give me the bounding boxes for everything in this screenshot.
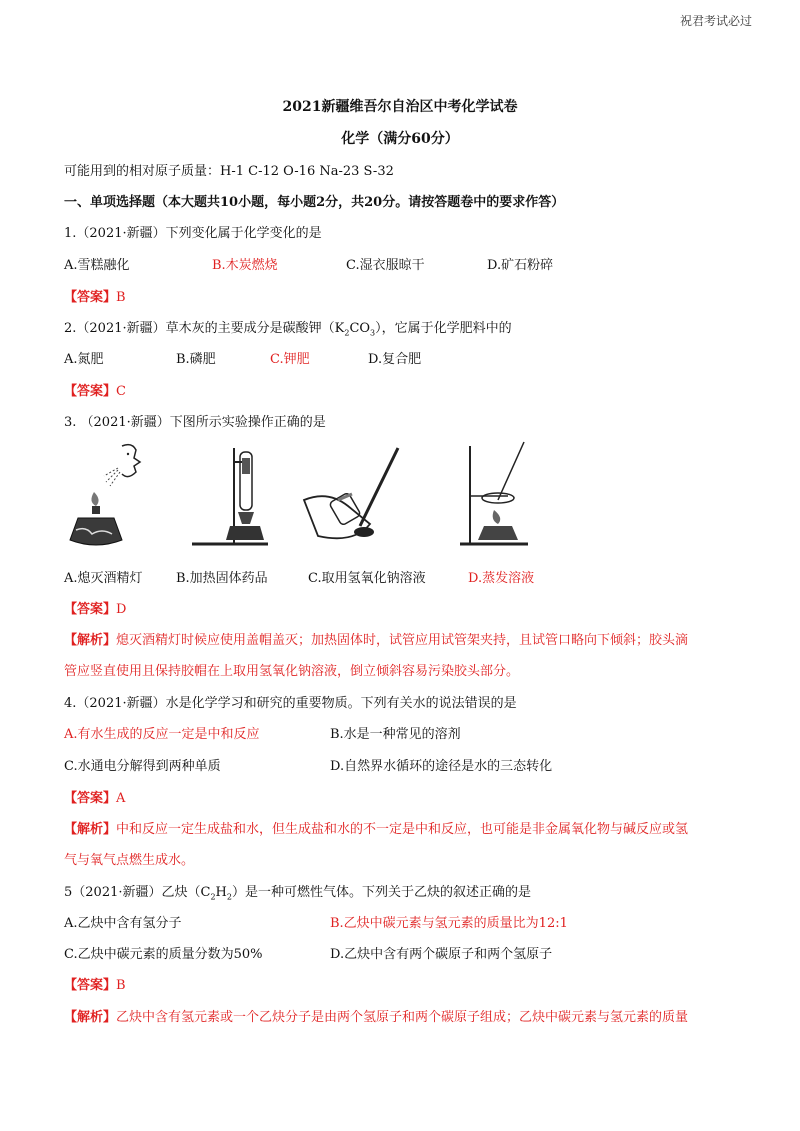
atomic-masses: 可能用到的相对原子质量：H-1 C-12 O-16 Na-23 S-32 <box>64 164 394 179</box>
q3-stem: 3. （2021·新疆）下图所示实验操作正确的是 <box>64 415 326 430</box>
q1-stem: 1.（2021·新疆）下列变化属于化学变化的是 <box>64 226 322 241</box>
q3-option-a: A.熄灭酒精灯 <box>64 571 143 586</box>
subscript: 2 <box>210 892 216 902</box>
q2-stem-part: CO <box>349 321 371 336</box>
analysis-text: 中和反应一定生成盐和水，但生成盐和水的不一定是中和反应，也可能是非金属氧化物与碱反应或氢 <box>116 822 689 837</box>
q5-option-b: B.乙炔中碳元素与氢元素的质量比为12:1 <box>330 916 568 931</box>
page-subtitle: 化学（满分60分） <box>341 131 459 147</box>
q1-option-d: D.矿石粉碎 <box>487 258 554 273</box>
q4-analysis-line2: 气与氧气点燃生成水。 <box>64 853 195 868</box>
q2-stem <box>64 317 512 338</box>
section-heading: 一、单项选择题（本大题共10小题，每小题2分，共20分。请按答题卷中的要求作答） <box>64 195 565 210</box>
q5-answer <box>64 974 126 993</box>
q2-option-d: D.复合肥 <box>368 352 422 367</box>
answer-label: 【答案】 <box>64 290 117 305</box>
q5-stem-part: ）是一种可燃性气体。下列关于乙炔的叙述正确的是 <box>231 885 531 900</box>
q1-option-a: A.雪糕融化 <box>64 258 130 273</box>
q5-option-c: C.乙炔中碳元素的质量分数为50% <box>64 947 263 962</box>
dropper-solution-figure <box>298 440 402 552</box>
q4-stem: 4.（2021·新疆）水是化学学习和研究的重要物质。下列有关水的说法错误的是 <box>64 696 517 711</box>
q5-option-a: A.乙炔中含有氢分子 <box>64 916 182 931</box>
answer-value: D <box>116 602 127 617</box>
analysis-label: 【解析】 <box>64 822 117 837</box>
answer-label: 【答案】 <box>64 978 117 993</box>
answer-value: A <box>116 791 126 806</box>
answer-label: 【答案】 <box>64 791 117 806</box>
subscript: 2 <box>226 892 232 902</box>
answer-value: C <box>116 384 126 399</box>
subscript: 2 <box>344 328 350 338</box>
q3-option-b: B.加热固体药品 <box>176 571 268 586</box>
q5-stem <box>64 881 531 902</box>
q2-option-c: C.钾肥 <box>270 352 310 367</box>
q4-option-c: C.水通电分解得到两种单质 <box>64 759 221 774</box>
q5-stem-part: H <box>215 885 227 900</box>
answer-value: B <box>116 290 126 305</box>
q3-option-c: C.取用氢氧化钠溶液 <box>308 571 426 586</box>
q4-option-b: B.水是一种常见的溶剂 <box>330 727 461 742</box>
q4-option-d: D.自然界水循环的途径是水的三态转化 <box>330 759 553 774</box>
analysis-text: 乙炔中含有氢元素或一个乙炔分子是由两个氢原子和两个碳原子组成；乙炔中碳元素与氢元素的质量 <box>116 1010 689 1025</box>
page-title: 2021新疆维吾尔自治区中考化学试卷 <box>282 99 518 115</box>
q3-analysis-line2: 管应竖直使用且保持胶帽在上取用氢氧化钠溶液，倒立倾斜容易污染胶头部分。 <box>64 664 520 679</box>
q1-option-c: C.湿衣服晾干 <box>346 258 425 273</box>
q3-option-d: D.蒸发溶液 <box>468 571 535 586</box>
q3-analysis-line1 <box>64 629 688 648</box>
q5-stem-part: 5（2021·新疆）乙炔（C <box>64 885 211 900</box>
q4-analysis-line1 <box>64 818 688 837</box>
evaporation-figure <box>454 440 538 556</box>
q5-analysis-line1 <box>64 1006 688 1025</box>
q1-answer <box>64 286 126 305</box>
q2-option-b: B.磷肥 <box>176 352 216 367</box>
analysis-text: 熄灭酒精灯时候应使用盖帽盖灭；加热固体时，试管应用试管架夹持，且试管口略向下倾斜；胶头滴 <box>116 633 689 648</box>
q5-option-d: D.乙炔中含有两个碳原子和两个氢原子 <box>330 947 553 962</box>
answer-label: 【答案】 <box>64 384 117 399</box>
q2-answer <box>64 380 126 399</box>
q4-option-a: A.有水生成的反应一定是中和反应 <box>64 727 260 742</box>
answer-label: 【答案】 <box>64 602 117 617</box>
q1-option-b: B.木炭燃烧 <box>212 258 278 273</box>
alcohol-lamp-blowing-figure <box>62 440 154 550</box>
q3-answer <box>64 598 126 617</box>
q2-stem-part: ），它属于化学肥料中的 <box>375 321 512 336</box>
header-note: 祝君考试必过 <box>679 14 752 28</box>
answer-value: B <box>116 978 126 993</box>
q2-stem-part: 2.（2021·新疆）草木灰的主要成分是碳酸钾（K <box>64 321 345 336</box>
subscript: 3 <box>370 328 376 338</box>
heating-test-tube-figure <box>178 440 274 552</box>
q4-answer <box>64 787 125 806</box>
q2-option-a: A.氮肥 <box>64 352 104 367</box>
analysis-label: 【解析】 <box>64 1010 117 1025</box>
analysis-label: 【解析】 <box>64 633 117 648</box>
